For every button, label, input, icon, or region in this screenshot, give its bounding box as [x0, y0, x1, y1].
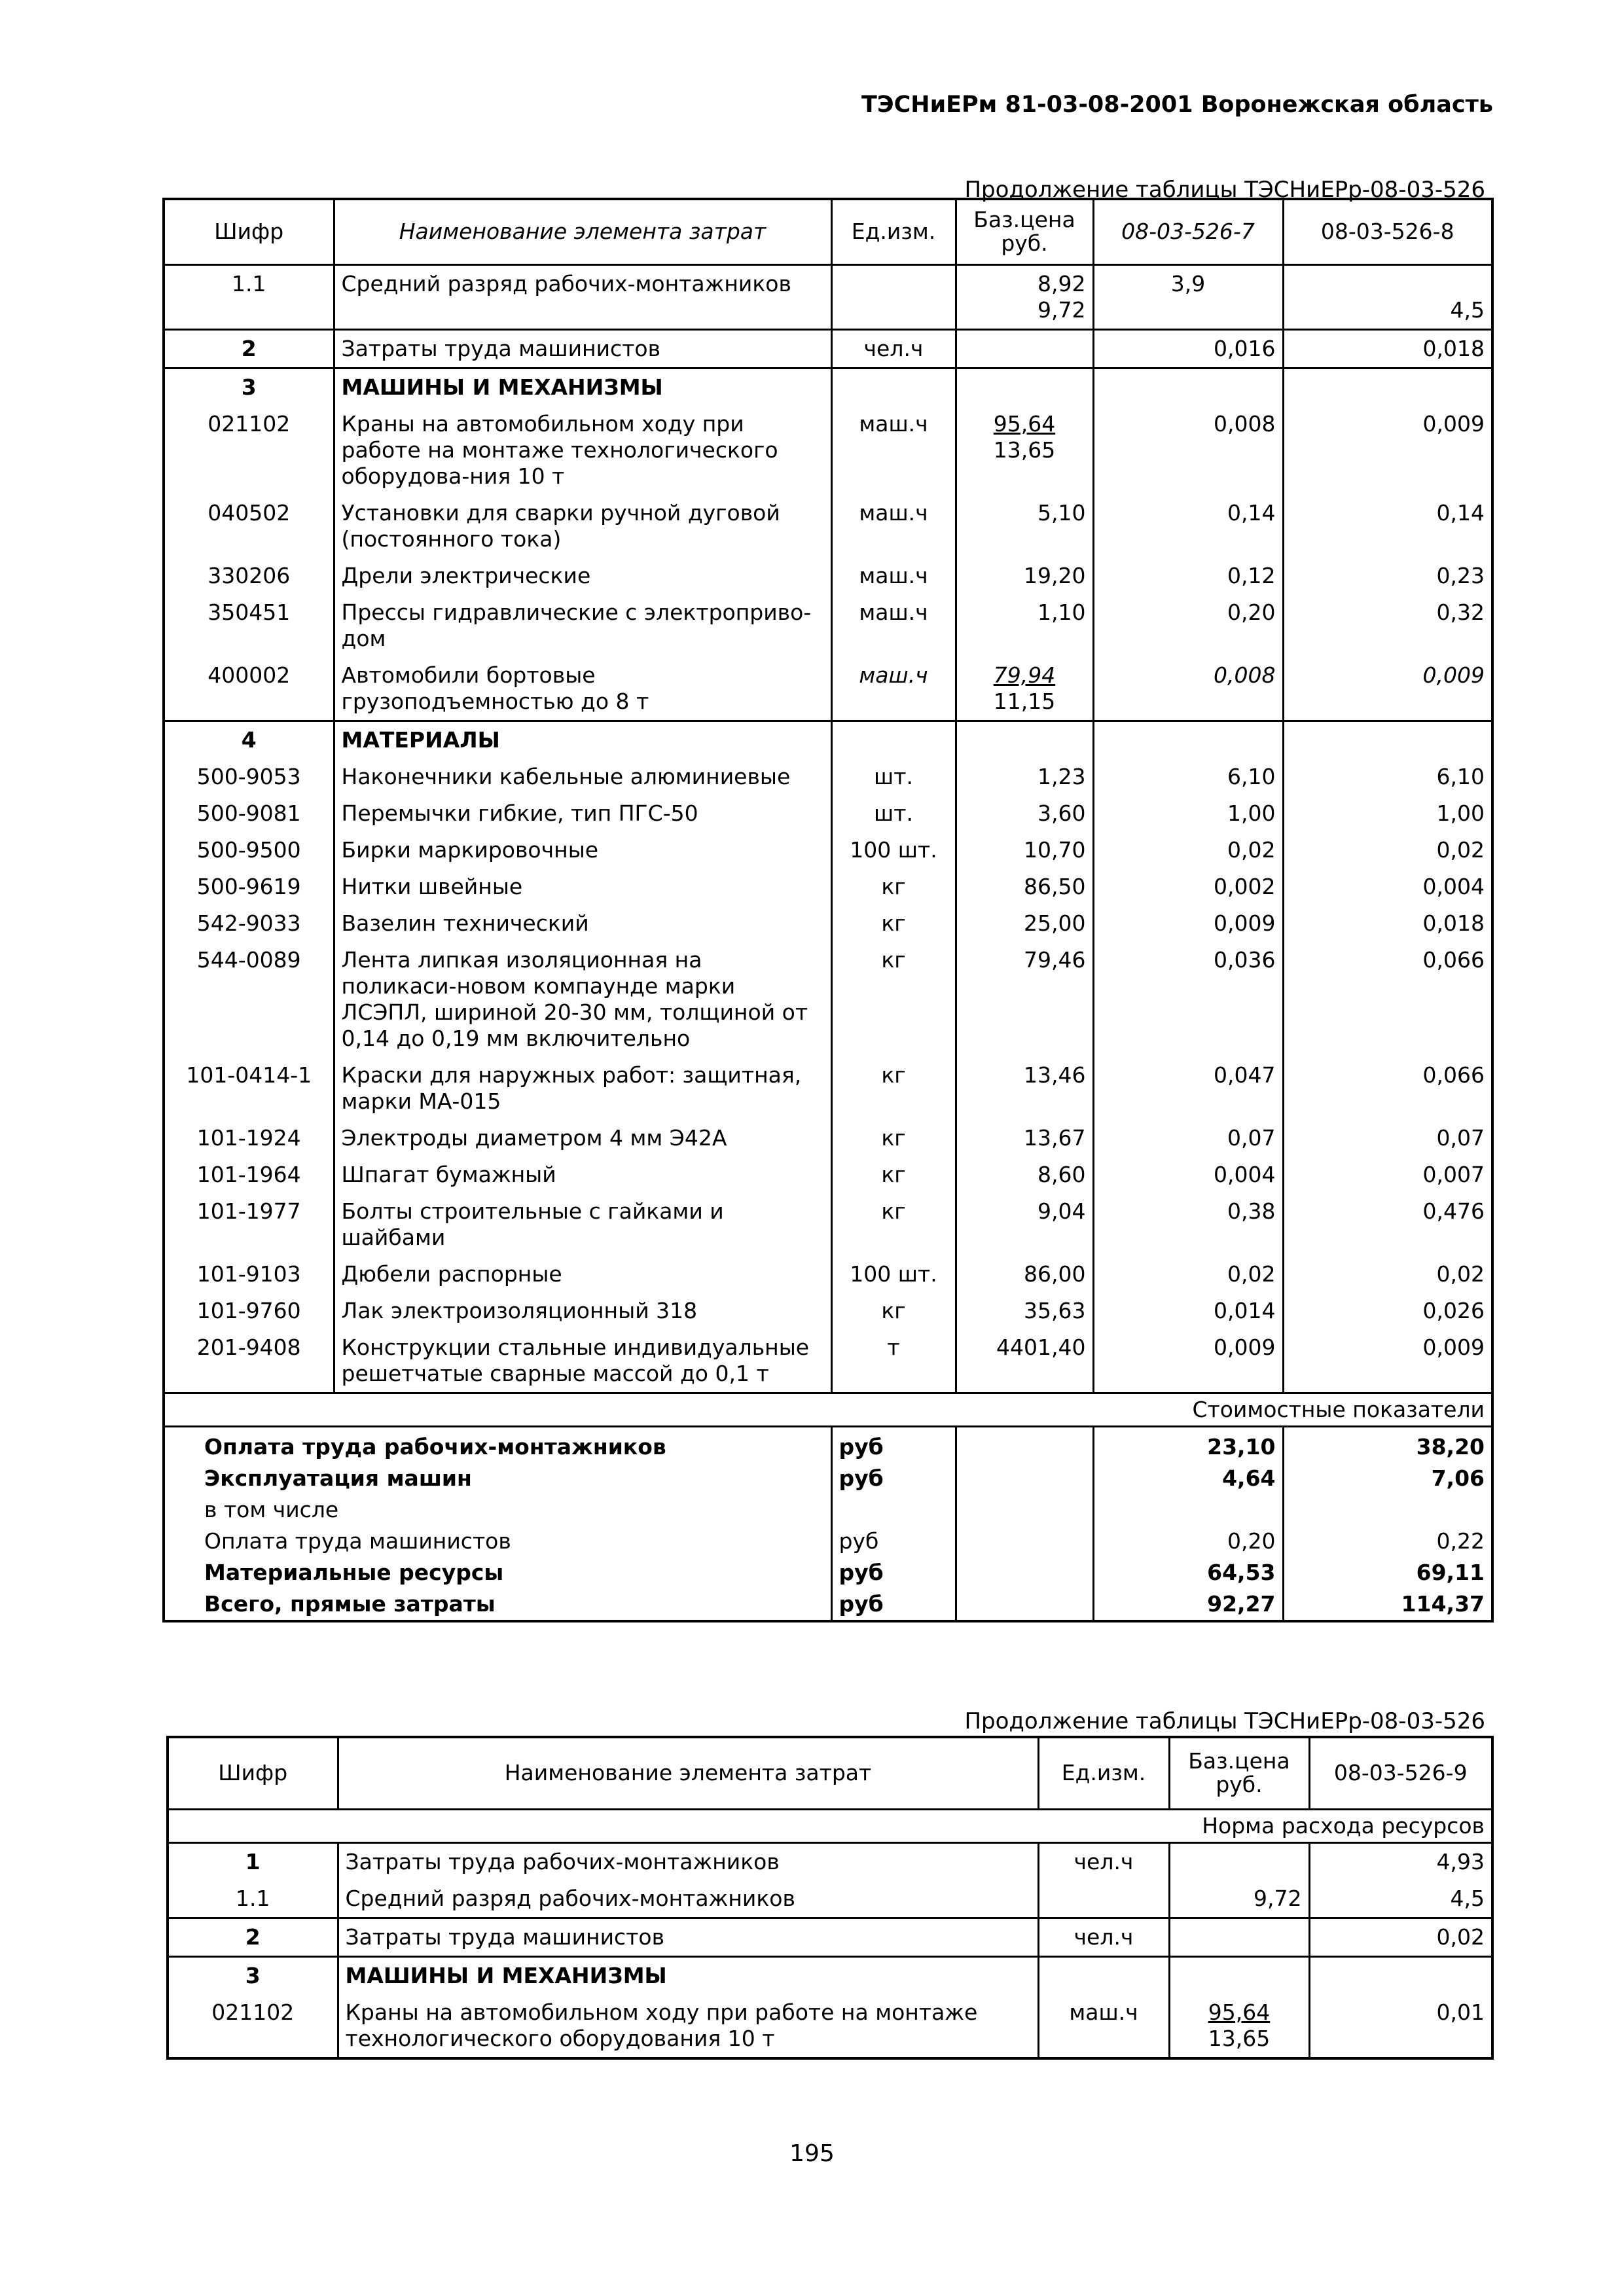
row-v7: 3,9: [1093, 264, 1283, 329]
table-row: 040502 Установки для сварки ручной дуговой (постоянного тока) маш.ч 5,10 0,14 0,14: [164, 495, 1492, 558]
table-row: 021102 Краны на автомобильном ходу при работе на монтаже технологического оборудова-ния 10 т маш.ч 95,64 13,65 0,008 0,009: [164, 406, 1492, 495]
col-price: Баз.цена руб.: [1169, 1737, 1309, 1809]
table-row: 101-1964 Шпагат бумажный кг 8,60 0,004 0,007: [164, 1156, 1492, 1193]
section-row: 3 МАШИНЫ И МЕХАНИЗМЫ: [164, 368, 1492, 406]
col-code: Шифр: [168, 1737, 338, 1809]
row-v8: 4,5: [1283, 264, 1492, 329]
table-row: 101-1924 Электроды диаметром 4 мм Э42А кг 13,67 0,07 0,07: [164, 1120, 1492, 1156]
summary-row: в том числе: [164, 1494, 1492, 1526]
table-row: [164, 264, 1492, 329]
table-row: 021102 Краны на автомобильном ходу при работе на монтаже технологического оборудования 10 т маш.ч 95,64 13,65 0,01: [168, 1994, 1492, 2058]
summary-row: Оплата труда машинистов руб 0,20 0,22: [164, 1526, 1492, 1557]
norm-label-row: Норма расхода ресурсов: [168, 1809, 1492, 1842]
table-row: 101-9103 Дюбели распорные 100 шт. 86,00 0,02 0,02: [164, 1256, 1492, 1293]
table-row: 2 Затраты труда машинистов чел.ч 0,02: [168, 1918, 1492, 1956]
cost-label-row: Стоимостные показатели: [164, 1393, 1492, 1426]
summary-row: Эксплуатация машин руб 4,64 7,06: [164, 1463, 1492, 1494]
table-row: 500-9081 Перемычки гибкие, тип ПГС-50 шт. 3,60 1,00 1,00: [164, 795, 1492, 832]
table2-caption: Продолжение таблицы ТЭСНиЕРр-08-03-526: [964, 1708, 1485, 1734]
table-header-row: [164, 199, 1492, 264]
table-row: 350451 Прессы гидравлические с электроприво-дом маш.ч 1,10 0,20 0,32: [164, 594, 1492, 657]
col-unit: Ед.изм.: [831, 199, 956, 264]
table-row: 544-0089 Лента липкая изоляционная на поликаси-новом компаунде марки ЛСЭПЛ, шириной 20-30 мм, толщиной от 0,14 до 0,19 мм включительно кг 79,46 0,036 0,066: [164, 942, 1492, 1057]
page-number: 195: [789, 2140, 835, 2167]
table-row: 500-9053 Наконечники кабельные алюминиевые шт. 1,23 6,10 6,10: [164, 759, 1492, 795]
summary-row: Материальные ресурсы руб 64,53 69,11: [164, 1557, 1492, 1588]
table-row: 2 Затраты труда машинистов чел.ч 0,016 0,018: [164, 329, 1492, 368]
col-526-8: 08-03-526-8: [1283, 199, 1492, 264]
table-row: 101-0414-1 Краски для наружных работ: защитная, марки МА-015 кг 13,46 0,047 0,066: [164, 1057, 1492, 1120]
table-row: 542-9033 Вазелин технический кг 25,00 0,009 0,018: [164, 905, 1492, 942]
col-526-9: 08-03-526-9: [1309, 1737, 1492, 1809]
table-row: 1 Затраты труда рабочих-монтажников чел.ч 4,93: [168, 1842, 1492, 1880]
summary-row: Всего, прямые затраты руб 92,27 114,37: [164, 1588, 1492, 1621]
col-code: Шифр: [164, 199, 334, 264]
table-row: 101-1977 Болты строительные с гайками и шайбами кг 9,04 0,38 0,476: [164, 1193, 1492, 1256]
section-row: 4 МАТЕРИАЛЫ: [164, 721, 1492, 759]
resources-table-2: [166, 1736, 1494, 2060]
page-header: ТЭСНиЕРм 81-03-08-2001 Воронежская область: [861, 92, 1493, 118]
table-row: 400002 Автомобили бортовые грузоподъемностью до 8 т маш.ч 79,94 11,15 0,008 0,009: [164, 657, 1492, 721]
table-row: 201-9408 Конструкции стальные индивидуальные решетчатые сварные массой до 0,1 т т 4401,40 0,009 0,009: [164, 1329, 1492, 1393]
table-row: 500-9500 Бирки маркировочные 100 шт. 10,70 0,02 0,02: [164, 832, 1492, 869]
row-price: 8,92 9,72: [956, 264, 1093, 329]
col-price: Баз.цена руб.: [956, 199, 1093, 264]
table-header-row: [168, 1737, 1492, 1809]
table-row: 1.1 Средний разряд рабочих-монтажников 9,72 4,5: [168, 1880, 1492, 1918]
col-name: Наименование элемента затрат: [334, 199, 831, 264]
table-row: 101-9760 Лак электроизоляционный 318 кг 35,63 0,014 0,026: [164, 1293, 1492, 1329]
col-unit: Ед.изм.: [1038, 1737, 1169, 1809]
col-526-7: 08-03-526-7: [1093, 199, 1283, 264]
table1-caption: Продолжение таблицы ТЭСНиЕРр-08-03-526: [964, 177, 1485, 203]
resources-table-1: [162, 198, 1494, 1622]
section-row: 3 МАШИНЫ И МЕХАНИЗМЫ: [168, 1956, 1492, 1994]
col-name: Наименование элемента затрат: [338, 1737, 1038, 1809]
row-name: Средний разряд рабочих-монтажников: [334, 264, 831, 329]
summary-row: Оплата труда рабочих-монтажников руб 23,10 38,20: [164, 1426, 1492, 1463]
row-code: 1.1: [232, 270, 266, 296]
table-row: 330206 Дрели электрические маш.ч 19,20 0,12 0,23: [164, 558, 1492, 594]
table-row: 500-9619 Нитки швейные кг 86,50 0,002 0,004: [164, 869, 1492, 905]
